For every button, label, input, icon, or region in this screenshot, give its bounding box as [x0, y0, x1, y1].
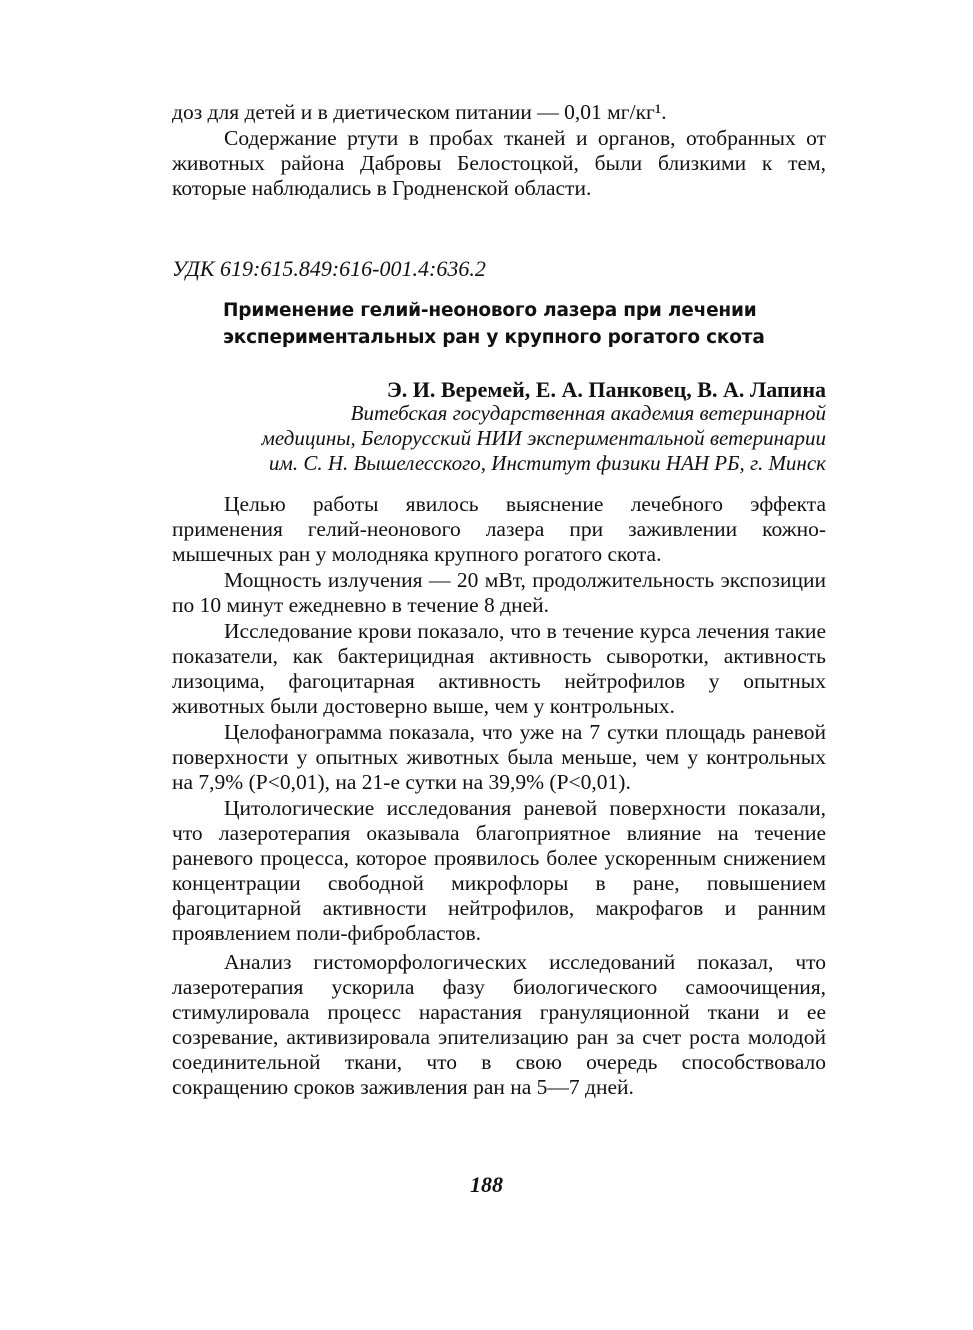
body-paragraph: Исследование крови показало, что в течение курса лечения такие показатели, как бактерицидная активность сыворотки, активность лизоцима, фагоцитарная активность нейтрофилов у опытных животных были достоверно выше, чем у контрольных. — [172, 619, 826, 718]
body-paragraph: Мощность излучения — 20 мВт, продолжительность экспозиции по 10 минут ежедневно в течение 8 дней. — [172, 568, 826, 617]
affiliation-line: медицины, Белорусский НИИ экспериментальной ветеринарии — [261, 426, 826, 450]
continuation-line: доз для детей и в диетическом питании — 0,01 мг/кг¹. — [172, 100, 667, 124]
body-paragraph: Целью работы явилось выяснение лечебного эффекта применения гелий-неонового лазера при заживлении кожно-мышечных ран у молодняка крупного рогатого скота. — [172, 492, 826, 566]
article-title — [223, 297, 823, 351]
body-paragraph: Цитологические исследования раневой поверхности показали, что лазеротерапия оказывала благоприятное влияние на течение раневого процесса, которое проявилось более ускоренным снижением концентрации свободной микрофлоры в ране, повышением фагоцитарной активности нейтрофилов, макрофагов и ранним проявлением поли-фибробластов. — [172, 796, 826, 945]
article-body — [172, 492, 826, 1100]
page-number: 188 — [470, 1172, 503, 1197]
affiliation — [262, 401, 827, 476]
affiliation-line: Витебская государственная академия ветеринарной — [350, 401, 826, 425]
title-line: Применение гелий-неонового лазера при лечении — [223, 300, 757, 321]
body-paragraph: Анализ гистоморфологических исследований показал, что лазеротерапия ускорила фазу биологического самоочищения, стимулировала процесс нарастания грануляционной ткани и ее созревание, активизировала эпителизацию ран за счет роста молодой соединительной ткани, что в свою очередь способствовало сокращению сроков заживления ран на 5—7 дней. — [172, 950, 826, 1099]
body-paragraph: Целофанограмма показала, что уже на 7 сутки площадь раневой поверхности у опытных животных была меньше, чем у контрольных на 7,9% (P<0,01), на 21-е сутки на 39,9% (P<0,01). — [172, 720, 826, 794]
previous-article-continuation — [172, 100, 826, 201]
authors: Э. И. Веремей, Е. А. Панковец, В. А. Лапина — [386, 377, 826, 402]
title-line: экспериментальных ран у крупного рогатого скота — [223, 327, 765, 348]
affiliation-line: им. С. Н. Вышелесского, Институт физики НАН РБ, г. Минск — [268, 451, 826, 475]
udk-code: УДК 619:615.849:616-001.4:636.2 — [172, 256, 486, 281]
continuation-paragraph: Содержание ртути в пробах тканей и органов, отобранных от животных района Дабровы Белостоцкой, были близкими к тем, которые наблюдались в Гродненской области. — [172, 126, 826, 200]
